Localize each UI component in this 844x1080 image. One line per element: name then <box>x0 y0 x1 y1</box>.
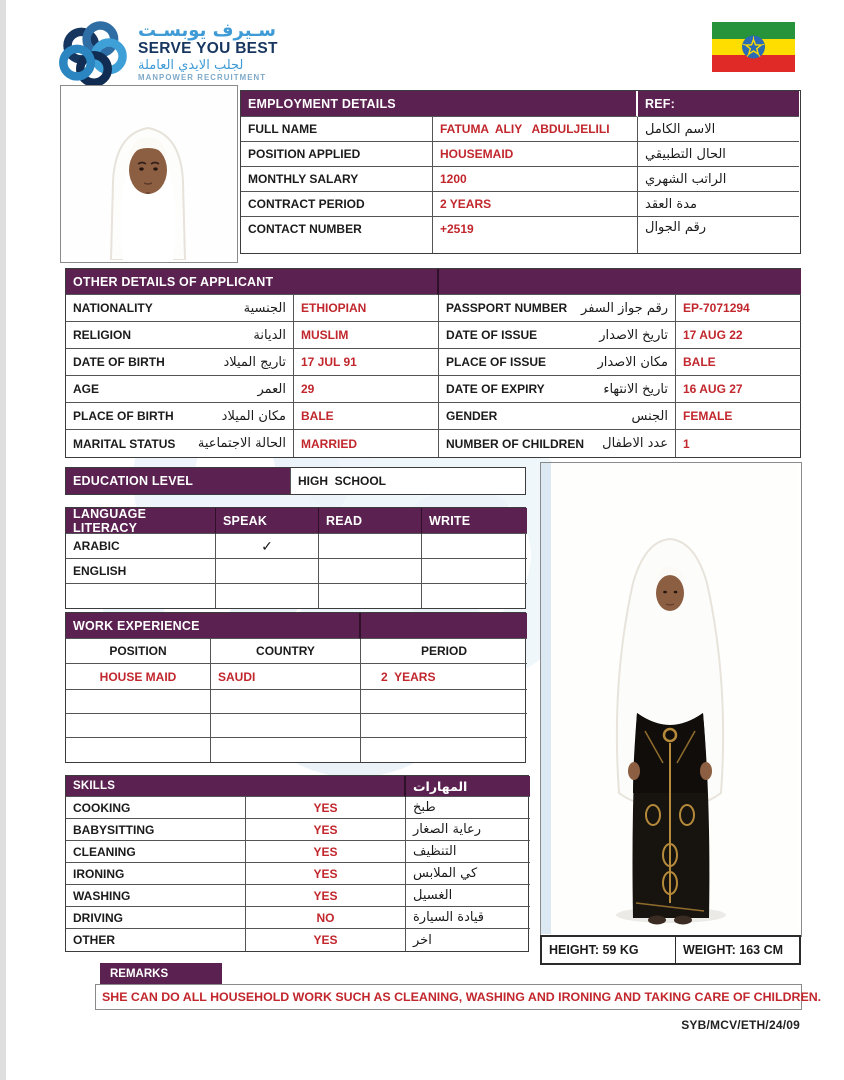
employment-row-label: POSITION APPLIED <box>241 142 433 167</box>
other-left-label: NATIONALITY الجنسية <box>66 295 294 322</box>
employment-row-label: CONTACT NUMBER <box>241 217 433 253</box>
remarks-title: REMARKS <box>100 963 222 984</box>
skill-label: CLEANING <box>66 841 246 863</box>
work-experience-title-right <box>361 613 527 639</box>
employment-row-label: MONTHLY SALARY <box>241 167 433 192</box>
read-cell <box>319 559 422 584</box>
agency-logo <box>58 16 278 88</box>
logo-text-block <box>138 22 278 82</box>
write-header: WRITE <box>422 508 527 534</box>
employment-row-value: HOUSEMAID <box>433 142 638 167</box>
skills-title: SKILLS <box>66 776 406 797</box>
experience-period <box>361 738 527 762</box>
employment-row-value: FATUMA ALIY ABDULJELILI <box>433 117 638 142</box>
other-right-value: FEMALE <box>676 403 801 430</box>
height-stat: HEIGHT: 59 KG <box>542 937 676 963</box>
other-left-label: AGE العمر <box>66 376 294 403</box>
skill-value: NO <box>246 907 406 929</box>
employment-details-table <box>240 90 801 254</box>
other-right-label: PASSPORT NUMBER رقم جواز السفر <box>439 295 676 322</box>
document-reference-code: SYB/MCV/ETH/24/09 <box>681 1018 800 1032</box>
other-left-value: MARRIED <box>294 430 439 457</box>
education-level-row <box>65 467 526 495</box>
experience-position <box>66 738 211 762</box>
experience-country: SAUDI <box>211 664 361 690</box>
other-left-value: 29 <box>294 376 439 403</box>
other-left-value: BALE <box>294 403 439 430</box>
employment-row-arabic: الراتب الشهري <box>638 167 799 192</box>
other-right-label: DATE OF EXPIRY تاريخ الانتهاء <box>439 376 676 403</box>
other-left-value: 17 JUL 91 <box>294 349 439 376</box>
weight-stat: WEIGHT: 163 CM <box>683 943 784 957</box>
skill-label: IRONING <box>66 863 246 885</box>
speak-cell <box>216 584 319 608</box>
period-header: PERIOD <box>361 639 527 664</box>
employment-row-value: +2519 <box>433 217 638 253</box>
skill-value: YES <box>246 819 406 841</box>
read-header: READ <box>319 508 422 534</box>
language-name: ARABIC <box>66 534 216 559</box>
other-left-value: MUSLIM <box>294 322 439 349</box>
logo-subtitle: MANPOWER RECRUITMENT <box>138 72 267 82</box>
applicant-portrait-photo <box>60 85 238 263</box>
other-right-value: 1 <box>683 436 690 451</box>
skill-arabic: رعاية الصغار <box>406 819 530 841</box>
skill-arabic: اخر <box>413 932 432 948</box>
skill-value: YES <box>246 797 406 819</box>
experience-country <box>211 738 361 762</box>
employment-details-title: EMPLOYMENT DETAILS <box>241 91 638 117</box>
experience-country <box>211 714 361 738</box>
skill-value: YES <box>246 929 406 951</box>
other-left-value: ETHIOPIAN <box>294 295 439 322</box>
remarks-text: SHE CAN DO ALL HOUSEHOLD WORK SUCH AS CLEANING, WASHING AND IRONING AND TAKING CARE OF CHILDREN. <box>95 984 802 1010</box>
employment-row-arabic: رقم الجوال <box>645 220 707 235</box>
read-cell <box>319 584 422 608</box>
other-right-value: EP-7071294 <box>676 295 801 322</box>
logo-arabic-subtitle: لجلب الايدي العاملة <box>138 58 244 74</box>
position-header: POSITION <box>66 639 211 664</box>
skill-label: BABYSITTING <box>66 819 246 841</box>
other-left-label: DATE OF BIRTH تاريج الميلاد <box>66 349 294 376</box>
other-details-title: OTHER DETAILS OF APPLICANT <box>66 269 439 295</box>
other-details-table <box>65 268 801 458</box>
logo-title: SERVE YOU BEST <box>138 39 278 57</box>
skill-label: COOKING <box>66 797 246 819</box>
body-stats-row <box>540 935 801 965</box>
skills-table <box>65 775 529 952</box>
scan-edge <box>0 0 6 1080</box>
education-level-value: HIGH SCHOOL <box>298 474 387 488</box>
logo-knot-icon <box>58 16 130 88</box>
speak-cell <box>216 559 319 584</box>
language-header: LANGUAGE LITERACY <box>66 508 216 534</box>
education-level-label: EDUCATION LEVEL <box>66 468 291 494</box>
speak-checkmark: ✓ <box>216 534 319 559</box>
experience-period: 2 YEARS <box>361 664 527 690</box>
work-experience-title: WORK EXPERIENCE <box>66 613 361 639</box>
write-cell <box>422 559 527 584</box>
experience-position <box>66 690 211 714</box>
skill-value: YES <box>246 885 406 907</box>
skill-value: YES <box>246 841 406 863</box>
skill-arabic: كي الملابس <box>406 863 530 885</box>
employment-row-arabic: الاسم الكامل <box>638 117 799 142</box>
employment-row-value: 2 YEARS <box>433 192 638 217</box>
read-cell <box>319 534 422 559</box>
country-header: COUNTRY <box>211 639 361 664</box>
skill-label: OTHER <box>66 929 246 951</box>
experience-period <box>361 690 527 714</box>
write-cell <box>422 584 527 608</box>
other-left-label: RELIGION الديانة <box>66 322 294 349</box>
experience-period <box>361 714 527 738</box>
write-cell <box>422 534 527 559</box>
other-left-label: PLACE OF BIRTH مكان الميلاد <box>66 403 294 430</box>
other-right-label: DATE OF ISSUE تاريخ الاصدار <box>439 322 676 349</box>
employment-row-arabic: الحال التطبيقي <box>638 142 799 167</box>
other-right-value: 16 AUG 27 <box>676 376 801 403</box>
skill-value: YES <box>246 863 406 885</box>
skill-arabic: التنظيف <box>406 841 530 863</box>
speak-header: SPEAK <box>216 508 319 534</box>
skills-title-arabic: المهارات <box>406 776 530 797</box>
employment-row-label: FULL NAME <box>241 117 433 142</box>
other-right-label: PLACE OF ISSUE مكان الاصدار <box>439 349 676 376</box>
portrait-illustration <box>61 86 235 260</box>
logo-arabic-title: سـيرف يوبسـت <box>138 20 276 42</box>
experience-country <box>211 690 361 714</box>
skill-label: WASHING <box>66 885 246 907</box>
employment-row-arabic: مدة العقد <box>638 192 799 217</box>
skill-arabic: الغسيل <box>406 885 530 907</box>
ref-label: REF: <box>638 91 799 117</box>
work-experience-table <box>65 612 526 763</box>
employment-row-value: 1200 <box>433 167 638 192</box>
other-right-label: GENDER الجنس <box>439 403 676 430</box>
other-details-title-right <box>439 269 801 295</box>
other-left-label: MARITAL STATUS الحالة الاجتماعية <box>66 430 294 457</box>
other-right-value: 17 AUG 22 <box>676 322 801 349</box>
experience-position <box>66 714 211 738</box>
skill-arabic: طبخ <box>406 797 530 819</box>
other-right-label: NUMBER OF CHILDREN عدد الاطفال <box>439 430 676 457</box>
fullbody-illustration <box>541 463 799 934</box>
applicant-fullbody-photo <box>540 462 802 937</box>
language-name <box>66 584 216 608</box>
language-name: ENGLISH <box>66 559 216 584</box>
experience-position: HOUSE MAID <box>66 664 211 690</box>
employment-row-label: CONTRACT PERIOD <box>241 192 433 217</box>
skill-label: DRIVING <box>66 907 246 929</box>
language-literacy-table <box>65 507 526 609</box>
skill-arabic: قيادة السيارة <box>406 907 530 929</box>
other-right-value: BALE <box>676 349 801 376</box>
ethiopia-flag-icon <box>712 22 795 72</box>
